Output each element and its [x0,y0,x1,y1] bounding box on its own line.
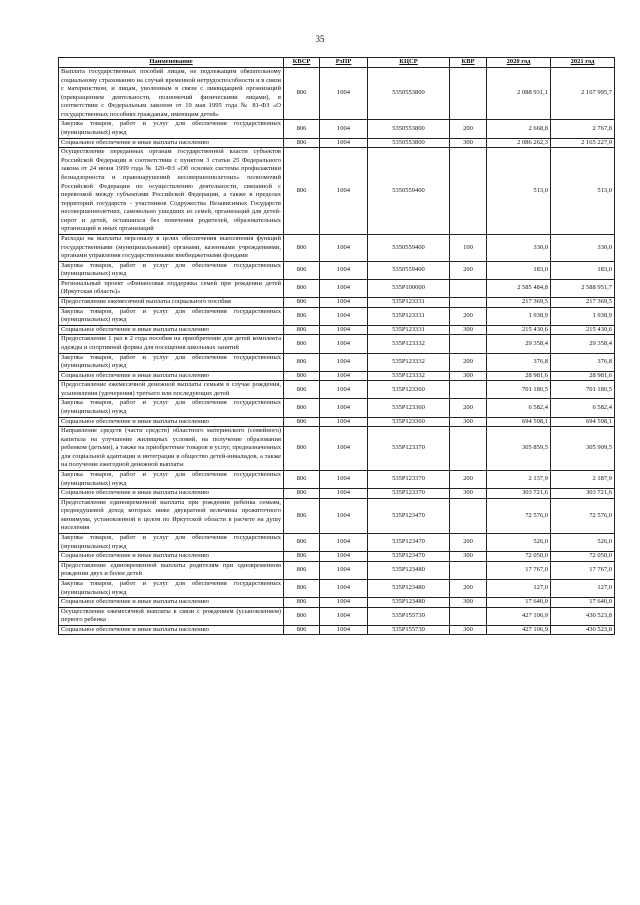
row-name: Социальное обеспечение и иные выплаты населению [59,325,284,335]
row-rzpr: 1004 [320,298,368,308]
row-2021: 127,0 [551,579,615,597]
row-2021: 72 050,0 [551,552,615,562]
table-row [59,561,615,579]
row-kvsr: 806 [284,498,320,533]
row-kcsr: 535P123360 [368,399,450,417]
row-2021: 2 588 951,7 [551,279,615,297]
row-kvsr: 806 [284,371,320,381]
row-kvr [450,279,487,297]
row-name: Социальное обеспечение и иные выплаты населению [59,417,284,427]
row-2021: 430 523,8 [551,607,615,625]
row-2021: 694 598,1 [551,417,615,427]
table-row [59,234,615,261]
row-name: Предоставление единовременной выплаты родителям при одновременном рождении двух и более детей [59,561,284,579]
row-2021: 2 767,8 [551,120,615,138]
row-2021: 1 938,9 [551,307,615,325]
table-row [59,427,615,471]
row-name: Осуществление ежемесячной выплаты в связи с рождением (усыновлением) первого ребенка [59,607,284,625]
row-kvsr: 806 [284,399,320,417]
table-row [59,261,615,279]
row-2021: 72 576,0 [551,498,615,533]
row-kvr [450,68,487,120]
row-rzpr: 1004 [320,138,368,148]
row-kvr: 200 [450,307,487,325]
row-kvr: 300 [450,625,487,635]
row-2021: 28 981,6 [551,371,615,381]
row-2020: 17 767,0 [487,561,551,579]
row-2021: 303 721,6 [551,489,615,499]
row-rzpr: 1004 [320,371,368,381]
row-rzpr: 1004 [320,534,368,552]
row-kvsr: 806 [284,552,320,562]
row-kcsr: 535P123370 [368,427,450,471]
table-row [59,148,615,235]
row-2020: 215 430,6 [487,325,551,335]
row-kvr [450,148,487,235]
row-2021: 183,0 [551,261,615,279]
row-name: Выплата государственных пособий лицам, не подлежащим обязательному социальному страхованию на случай временной нетрудоспособности и в связи с материнством, и лицам, уволенным в связи с ликвидацией организаций (прекращением деятельности, полномочий физическими лицами), в соответствии с Федеральным законом от 19 мая 1995 года № 81-ФЗ «О государственных пособиях гражданам, имеющим детей» [59,68,284,120]
row-rzpr: 1004 [320,234,368,261]
row-kvsr: 806 [284,261,320,279]
row-kcsr: 5350553800 [368,138,450,148]
row-2021: 513,0 [551,148,615,235]
row-name: Предоставление ежемесячной денежной выплаты семьям в случае рождения, усыновления (удочерения) третьего или последующих детей [59,381,284,399]
row-kvsr: 806 [284,579,320,597]
row-2021: 6 582,4 [551,399,615,417]
row-2020: 28 981,6 [487,371,551,381]
row-kvsr: 806 [284,381,320,399]
row-kcsr: 535P100000 [368,279,450,297]
table-header-row [59,58,615,68]
row-2021: 17 767,0 [551,561,615,579]
row-kvr [450,498,487,533]
table-row [59,552,615,562]
row-2021: 330,0 [551,234,615,261]
row-2021: 376,8 [551,353,615,371]
row-kvsr: 806 [284,120,320,138]
row-kvsr: 806 [284,534,320,552]
budget-table [58,57,615,635]
row-kcsr: 535P123332 [368,335,450,353]
table-row [59,298,615,308]
table-row [59,353,615,371]
row-name: Региональный проект «Финансовая поддержка семей при рождении детей (Иркутская область)» [59,279,284,297]
row-kcsr: 535P123360 [368,417,450,427]
row-rzpr: 1004 [320,471,368,489]
row-2021: 215 430,6 [551,325,615,335]
row-rzpr: 1004 [320,353,368,371]
table-row [59,381,615,399]
row-name: Закупка товаров, работ и услуг для обеспечения государственных (муниципальных) нужд [59,261,284,279]
row-kvr: 200 [450,399,487,417]
header-2020: 2020 год [487,58,551,68]
page-number: 35 [315,34,325,44]
row-rzpr: 1004 [320,279,368,297]
row-kvr [450,607,487,625]
row-kvr: 300 [450,371,487,381]
table-row [59,371,615,381]
row-rzpr: 1004 [320,399,368,417]
row-kvsr: 806 [284,625,320,635]
row-rzpr: 1004 [320,381,368,399]
row-2020: 72 050,0 [487,552,551,562]
row-rzpr: 1004 [320,427,368,471]
row-2020: 217 369,5 [487,298,551,308]
row-2020: 2 137,9 [487,471,551,489]
row-2021: 2 187,9 [551,471,615,489]
row-kvr [450,427,487,471]
row-2021: 29 358,4 [551,335,615,353]
row-name: Социальное обеспечение и иные выплаты населению [59,489,284,499]
table-row [59,120,615,138]
row-name: Осуществление переданных органам государственной власти субъектов Российской Федерации в соответствии с пунктом 3 статьи 25 Федерального закона от 24 июня 1999 года № 120-ФЗ «Об основах системы профилактики безнадзорности и правонарушений несовершеннолетних» полномочий Российской Федерации по осуществлению деятельности, связанной с перевозкой между субъектами Российской Федерации, а также в пределах территорий государств - участников Содружества Независимых Государств несовершеннолетних, самовольно ушедших из семей, организаций для детей-сирот и детей, оставшихся без попечения родителей, образовательных организаций и иных организаций [59,148,284,235]
row-2020: 303 721,6 [487,489,551,499]
row-2020: 17 640,0 [487,598,551,608]
row-2020: 183,0 [487,261,551,279]
table-row [59,471,615,489]
row-2021: 305 909,5 [551,427,615,471]
header-2021: 2021 год [551,58,615,68]
row-kvr [450,561,487,579]
row-rzpr: 1004 [320,417,368,427]
row-kvr: 300 [450,552,487,562]
row-2020: 330,0 [487,234,551,261]
header-name: Наименование [59,58,284,68]
table-row [59,534,615,552]
row-rzpr: 1004 [320,561,368,579]
row-2020: 127,0 [487,579,551,597]
row-name: Закупка товаров, работ и услуг для обеспечения государственных (муниципальных) нужд [59,307,284,325]
row-name: Социальное обеспечение и иные выплаты населению [59,138,284,148]
row-2020: 427 106,9 [487,625,551,635]
row-rzpr: 1004 [320,325,368,335]
row-kcsr: 535P123331 [368,298,450,308]
row-kvr: 200 [450,261,487,279]
table-row [59,325,615,335]
row-kvr: 200 [450,353,487,371]
row-kvsr: 806 [284,234,320,261]
row-name: Направление средств (части средств) областного материнского (семейного) капитала на улучшение жилищных условий, на получение образования ребенком (детьми), а также на приобретение товаров и услуг, предназначенных для социальной адаптации и интеграции в общество детей-инвалидов, а также на получение ежегодной денежной выплаты [59,427,284,471]
row-kcsr: 535P155730 [368,625,450,635]
row-kcsr: 535P123470 [368,534,450,552]
row-kvsr: 806 [284,353,320,371]
table-row [59,138,615,148]
row-kcsr: 535P123370 [368,489,450,499]
row-rzpr: 1004 [320,598,368,608]
row-rzpr: 1004 [320,68,368,120]
row-name: Закупка товаров, работ и услуг для обеспечения государственных (муниципальных) нужд [59,399,284,417]
header-kcsr: КЦСР [368,58,450,68]
row-kvr: 300 [450,489,487,499]
row-rzpr: 1004 [320,307,368,325]
row-name: Предоставление ежемесячной выплаты социального пособия [59,298,284,308]
table-row [59,498,615,533]
row-name: Закупка товаров, работ и услуг для обеспечения государственных (муниципальных) нужд [59,120,284,138]
table-row [59,307,615,325]
row-kvsr: 806 [284,335,320,353]
row-kcsr: 535P123331 [368,307,450,325]
row-rzpr: 1004 [320,625,368,635]
row-rzpr: 1004 [320,335,368,353]
row-2020: 2 086 262,3 [487,138,551,148]
row-rzpr: 1004 [320,148,368,235]
row-kcsr: 535P123470 [368,498,450,533]
row-kvsr: 806 [284,427,320,471]
row-2020: 376,8 [487,353,551,371]
row-rzpr: 1004 [320,552,368,562]
row-2020: 513,0 [487,148,551,235]
row-kvsr: 806 [284,325,320,335]
row-kvr [450,298,487,308]
row-2021: 217 369,5 [551,298,615,308]
row-2021: 2 167 995,7 [551,68,615,120]
row-kvsr: 806 [284,561,320,579]
row-2020: 72 576,0 [487,498,551,533]
row-name: Предоставление единовременной выплаты при рождении ребенка семьям, среднедушевой доход которых ниже двукратной величины прожиточного минимума, установленной в целом по Иркутской области в расчете на душу населения [59,498,284,533]
row-kvr [450,381,487,399]
row-name: Закупка товаров, работ и услуг для обеспечения государственных (муниципальных) нужд [59,579,284,597]
row-kcsr: 535P123470 [368,552,450,562]
row-kcsr: 5350553800 [368,120,450,138]
row-kvsr: 806 [284,138,320,148]
row-name: Социальное обеспечение и иные выплаты населению [59,625,284,635]
row-name: Предоставление 1 раз в 2 года пособия на приобретение для детей комплекта одежды и спортивной формы для посещения школьных занятий [59,335,284,353]
row-2020: 701 180,5 [487,381,551,399]
row-rzpr: 1004 [320,607,368,625]
row-kvsr: 806 [284,307,320,325]
table-row [59,625,615,635]
row-rzpr: 1004 [320,261,368,279]
row-rzpr: 1004 [320,498,368,533]
row-name: Социальное обеспечение и иные выплаты населению [59,552,284,562]
table-row [59,399,615,417]
row-2021: 2 165 227,9 [551,138,615,148]
row-kvr: 200 [450,534,487,552]
row-2020: 6 582,4 [487,399,551,417]
row-kcsr: 535P123480 [368,598,450,608]
row-2020: 427 106,9 [487,607,551,625]
row-2021: 17 640,0 [551,598,615,608]
row-2020: 694 598,1 [487,417,551,427]
row-2021: 701 180,5 [551,381,615,399]
row-kvsr: 806 [284,598,320,608]
row-kvr: 300 [450,138,487,148]
row-kcsr: 5350553800 [368,68,450,120]
row-kcsr: 535P123360 [368,381,450,399]
row-kvsr: 806 [284,279,320,297]
row-kcsr: 5350559400 [368,148,450,235]
row-kvr [450,335,487,353]
row-kvsr: 806 [284,607,320,625]
row-kcsr: 535P123332 [368,371,450,381]
row-2020: 2 088 931,1 [487,68,551,120]
row-kcsr: 5350559400 [368,234,450,261]
row-kcsr: 535P123370 [368,471,450,489]
row-kvsr: 806 [284,489,320,499]
row-2020: 526,0 [487,534,551,552]
row-kcsr: 5350559400 [368,261,450,279]
row-2020: 2 668,8 [487,120,551,138]
row-2021: 526,0 [551,534,615,552]
table-row [59,598,615,608]
row-kvr: 200 [450,579,487,597]
table-row [59,279,615,297]
row-kvsr: 806 [284,417,320,427]
header-kvsr: КВСР [284,58,320,68]
row-kvr: 300 [450,325,487,335]
row-kcsr: 535P123331 [368,325,450,335]
row-rzpr: 1004 [320,120,368,138]
row-kvr: 300 [450,598,487,608]
table-row [59,68,615,120]
row-kcsr: 535P123480 [368,579,450,597]
row-rzpr: 1004 [320,579,368,597]
row-kvsr: 806 [284,68,320,120]
row-kvsr: 806 [284,471,320,489]
row-name: Закупка товаров, работ и услуг для обеспечения государственных (муниципальных) нужд [59,534,284,552]
table-row [59,489,615,499]
row-2020: 2 585 484,8 [487,279,551,297]
table-row [59,607,615,625]
row-2020: 305 859,5 [487,427,551,471]
table-row [59,335,615,353]
row-2021: 430 523,8 [551,625,615,635]
row-kvr: 100 [450,234,487,261]
row-kvr: 200 [450,120,487,138]
table-row [59,417,615,427]
row-name: Закупка товаров, работ и услуг для обеспечения государственных (муниципальных) нужд [59,353,284,371]
row-2020: 1 938,9 [487,307,551,325]
row-kcsr: 535P155730 [368,607,450,625]
row-name: Закупка товаров, работ и услуг для обеспечения государственных (муниципальных) нужд [59,471,284,489]
row-kcsr: 535P123480 [368,561,450,579]
header-rzpr: РзПР [320,58,368,68]
row-name: Социальное обеспечение и иные выплаты населению [59,371,284,381]
row-name: Социальное обеспечение и иные выплаты населению [59,598,284,608]
row-rzpr: 1004 [320,489,368,499]
row-2020: 29 358,4 [487,335,551,353]
table-row [59,579,615,597]
row-kvr: 200 [450,471,487,489]
row-kcsr: 535P123332 [368,353,450,371]
header-kvr: КВР [450,58,487,68]
row-kvr: 300 [450,417,487,427]
row-kvsr: 806 [284,298,320,308]
row-kvsr: 806 [284,148,320,235]
row-name: Расходы на выплаты персоналу в целях обеспечения выполнения функций государственными (муниципальными) органами, казенными учреждениями, органами управления государственными внебюджетными фондами [59,234,284,261]
